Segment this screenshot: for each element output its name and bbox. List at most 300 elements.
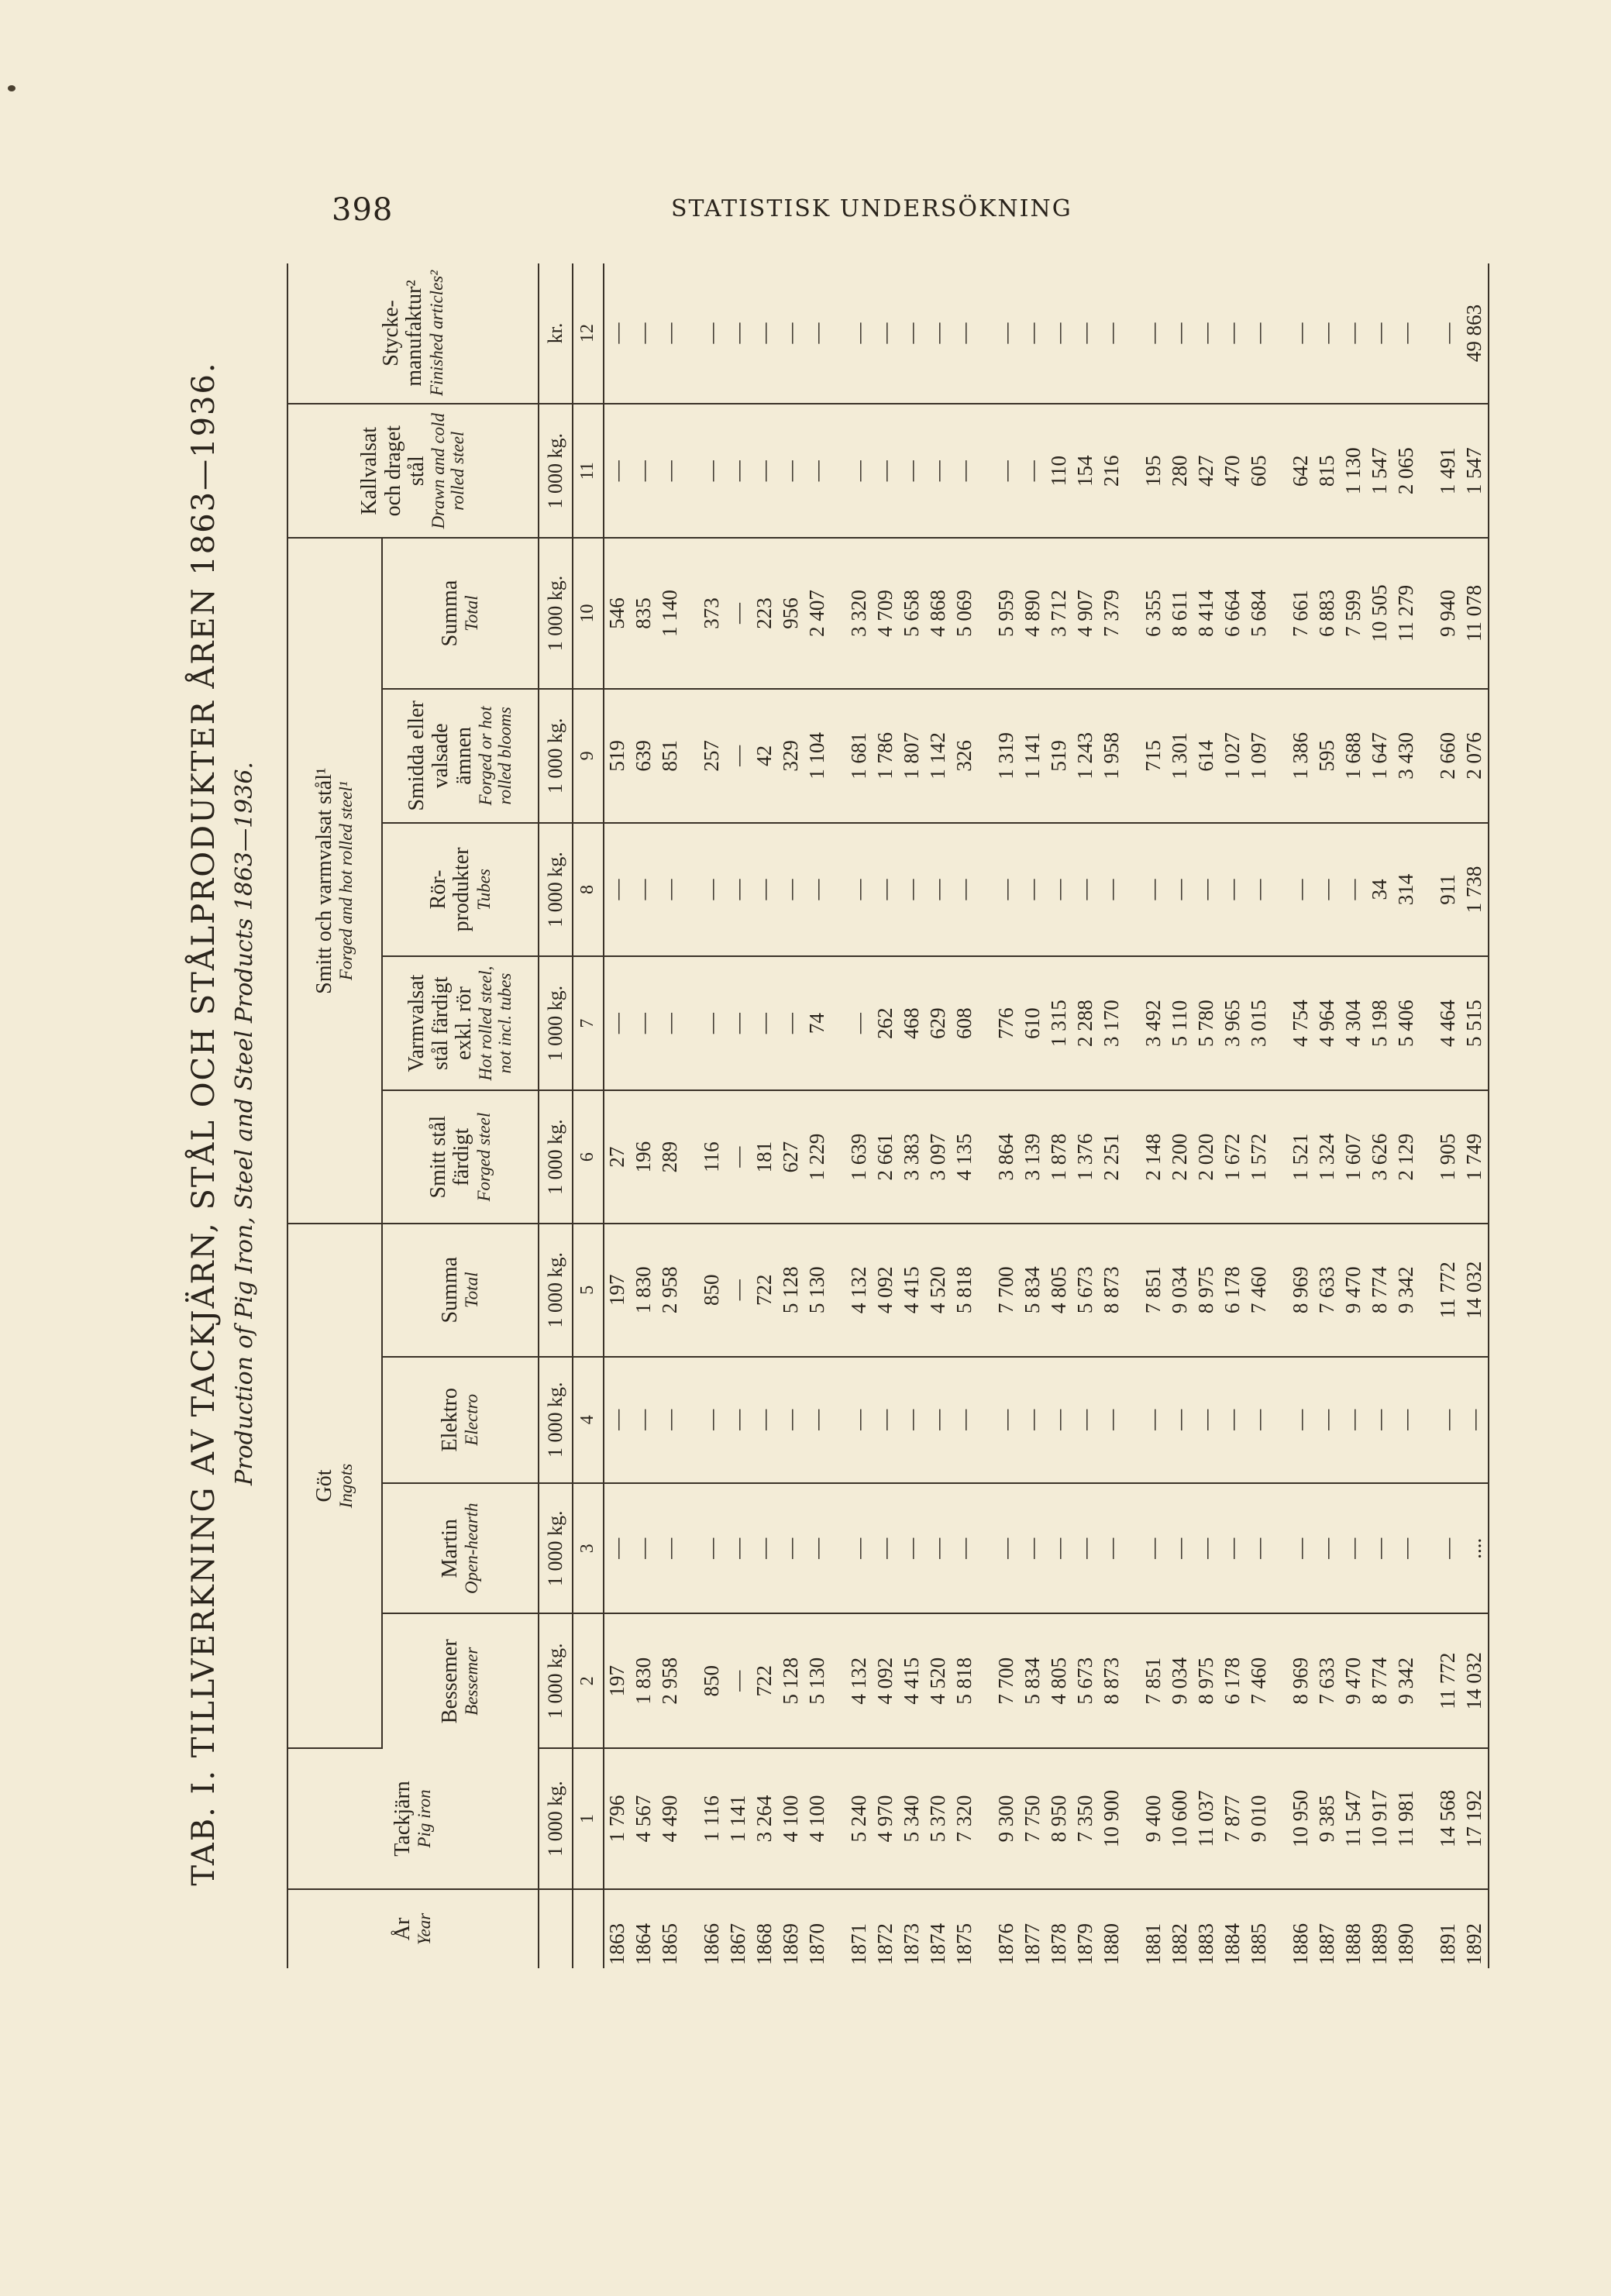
value-cell: 5 959: [978, 539, 1020, 689]
value-cell: 1 521: [1272, 1090, 1314, 1224]
value-cell: 1 491: [1420, 404, 1461, 539]
value-cell: 642: [1272, 404, 1314, 539]
value-cell: —: [925, 404, 952, 539]
column-number: [573, 1889, 604, 1968]
value-cell: —: [1099, 823, 1125, 956]
value-cell: 9 342: [1393, 1224, 1420, 1357]
column-number: 10: [573, 539, 604, 689]
value-cell: —: [1341, 823, 1367, 956]
value-cell: 5 673: [1072, 1613, 1099, 1748]
column-number: 11: [573, 404, 604, 539]
value-cell: —: [873, 404, 899, 539]
value-cell: 11 772: [1420, 1613, 1461, 1748]
value-cell: —: [1341, 1357, 1367, 1483]
value-cell: 2 661: [873, 1090, 899, 1224]
value-cell: 7 599: [1341, 539, 1367, 689]
value-cell: 627: [778, 1090, 804, 1224]
table-row: [1314, 263, 1341, 1968]
value-cell: 42: [752, 689, 778, 824]
table-row: [1072, 263, 1099, 1968]
table-row: [657, 263, 683, 1968]
value-cell: 5 834: [1020, 1224, 1046, 1357]
year-cell: 1887: [1315, 1923, 1339, 1965]
value-cell: 1 376: [1072, 1090, 1099, 1224]
value-cell: —: [1367, 263, 1393, 404]
year-cell: 1863: [605, 1923, 629, 1965]
value-cell: 9 300: [978, 1748, 1020, 1889]
value-cell: 5 818: [952, 1224, 978, 1357]
value-cell: 4 520: [925, 1613, 952, 1748]
value-cell: 7 350: [1072, 1748, 1099, 1889]
value-cell: —: [1314, 1357, 1341, 1483]
table-row: [1099, 263, 1125, 1968]
value-cell: 1 672: [1220, 1090, 1246, 1224]
value-cell: 7 700: [978, 1224, 1020, 1357]
value-cell: —: [1193, 1357, 1220, 1483]
value-cell: —: [604, 263, 631, 404]
header-ingots-total: Summa Total: [382, 1224, 539, 1357]
value-cell: 519: [1046, 689, 1072, 824]
value-cell: 3 626: [1367, 1090, 1393, 1224]
value-cell: 14 032: [1461, 1224, 1489, 1357]
value-cell: —: [1020, 1357, 1046, 1483]
value-cell: 8 969: [1272, 1224, 1314, 1357]
year-cell: 1867: [726, 1923, 750, 1965]
value-cell: 4 805: [1046, 1224, 1072, 1357]
value-cell: 1 141: [1020, 689, 1046, 824]
table-row: [1125, 263, 1167, 1968]
value-cell: 4 490: [657, 1748, 683, 1889]
value-cell: 11 279: [1393, 539, 1420, 689]
value-cell: 1 301: [1167, 689, 1193, 824]
value-cell: —: [1072, 1483, 1099, 1614]
value-cell: 6 664: [1220, 539, 1246, 689]
value-cell: 1 386: [1272, 689, 1314, 824]
value-cell: —: [1020, 404, 1046, 539]
table-row: [1020, 263, 1046, 1968]
unit-cell: 1 000 kg.: [539, 539, 573, 689]
unit-cell: [539, 1889, 573, 1968]
value-cell: 1 027: [1220, 689, 1246, 824]
value-cell: 7 460: [1246, 1613, 1272, 1748]
value-cell: 3 320: [831, 539, 873, 689]
value-cell: 10 900: [1099, 1748, 1125, 1889]
value-cell: 5 340: [899, 1748, 925, 1889]
value-cell: 5 069: [952, 539, 978, 689]
value-cell: —: [778, 1483, 804, 1614]
value-cell: 1 315: [1046, 956, 1072, 1091]
value-cell: —: [604, 404, 631, 539]
value-cell: 608: [952, 956, 978, 1091]
year-cell: 1883: [1194, 1923, 1218, 1965]
year-cell: 1872: [873, 1923, 897, 1965]
year-cell: 1880: [1100, 1923, 1124, 1965]
value-cell: —: [1341, 263, 1367, 404]
value-cell: —: [631, 1357, 657, 1483]
value-cell: 5 130: [804, 1613, 831, 1748]
value-cell: 3 712: [1046, 539, 1072, 689]
unit-cell: 1 000 kg.: [539, 1224, 573, 1357]
value-cell: 519: [604, 689, 631, 824]
value-cell: 7 851: [1125, 1224, 1167, 1357]
value-cell: —: [1167, 1357, 1193, 1483]
value-cell: 1 104: [804, 689, 831, 824]
value-cell: 639: [631, 689, 657, 824]
value-cell: —: [978, 263, 1020, 404]
value-cell: —: [683, 1357, 725, 1483]
value-cell: —: [952, 823, 978, 956]
value-cell: 7 460: [1246, 1224, 1272, 1357]
value-cell: —: [1314, 263, 1341, 404]
header-group-forged-hot-rolled: Smitt och varmvalsat stål¹ Forged and hot rolled steel¹: [287, 539, 382, 1224]
value-cell: —: [1167, 823, 1193, 956]
value-cell: 5 780: [1193, 956, 1220, 1091]
header-bessemer: Bessemer Bessemer: [382, 1613, 539, 1748]
value-cell: 4 304: [1341, 956, 1367, 1091]
value-cell: 14 568: [1420, 1748, 1461, 1889]
value-cell: 7 851: [1125, 1613, 1167, 1748]
value-cell: 629: [925, 956, 952, 1091]
value-cell: —: [1393, 1357, 1420, 1483]
value-cell: ....: [1461, 1483, 1489, 1614]
value-cell: —: [778, 823, 804, 956]
value-cell: 5 684: [1246, 539, 1272, 689]
header-group-ingots: Göt Ingots: [287, 1224, 382, 1748]
value-cell: —: [1246, 263, 1272, 404]
value-cell: 3 139: [1020, 1090, 1046, 1224]
unit-cell: 1 000 kg.: [539, 1090, 573, 1224]
value-cell: 10 917: [1367, 1748, 1393, 1889]
column-number: 4: [573, 1357, 604, 1483]
value-cell: 9 940: [1420, 539, 1461, 689]
table-row: [873, 263, 899, 1968]
value-cell: 1 097: [1246, 689, 1272, 824]
value-cell: 1 324: [1314, 1090, 1341, 1224]
value-cell: —: [873, 1483, 899, 1614]
value-cell: 4 415: [899, 1224, 925, 1357]
header-pig-iron: Tackjärn Pig iron: [287, 1748, 539, 1889]
value-cell: 3 264: [752, 1748, 778, 1889]
value-cell: —: [725, 263, 752, 404]
value-cell: 4 890: [1020, 539, 1046, 689]
rotated-table-block: [186, 263, 1486, 1984]
table-subtitle: Production of Pig Iron, Steel and Steel Products 1863—1936.: [231, 762, 258, 1485]
value-cell: 5 130: [804, 1224, 831, 1357]
value-cell: 4 970: [873, 1748, 899, 1889]
table-row: [1193, 263, 1220, 1968]
value-cell: 280: [1167, 404, 1193, 539]
year-cell: 1886: [1289, 1923, 1313, 1965]
value-cell: 1 878: [1046, 1090, 1072, 1224]
year-cell: 1874: [926, 1923, 950, 1965]
value-cell: 1 749: [1461, 1090, 1489, 1224]
value-cell: 216: [1099, 404, 1125, 539]
value-cell: 8 414: [1193, 539, 1220, 689]
year-cell: 1882: [1168, 1923, 1192, 1965]
value-cell: —: [1099, 1483, 1125, 1614]
value-cell: 1 547: [1461, 404, 1489, 539]
value-cell: 27: [604, 1090, 631, 1224]
table-body: [604, 263, 1489, 1968]
table-row: [604, 263, 631, 1968]
value-cell: 1 607: [1341, 1090, 1367, 1224]
value-cell: 4 100: [778, 1748, 804, 1889]
value-cell: 9 342: [1393, 1613, 1420, 1748]
value-cell: —: [1125, 823, 1167, 956]
unit-cell: 1 000 kg.: [539, 1357, 573, 1483]
value-cell: 8 774: [1367, 1224, 1393, 1357]
value-cell: 715: [1125, 689, 1167, 824]
value-cell: 2 065: [1393, 404, 1420, 539]
value-cell: 4 132: [831, 1613, 873, 1748]
value-cell: —: [1125, 263, 1167, 404]
value-cell: —: [1046, 1357, 1072, 1483]
value-cell: —: [978, 1357, 1020, 1483]
value-cell: 1 319: [978, 689, 1020, 824]
value-cell: 1 141: [725, 1748, 752, 1889]
value-cell: —: [899, 1357, 925, 1483]
column-number: 1: [573, 1748, 604, 1889]
value-cell: —: [831, 1483, 873, 1614]
value-cell: 546: [604, 539, 631, 689]
value-cell: —: [683, 404, 725, 539]
value-cell: —: [1125, 1483, 1167, 1614]
year-cell: 1875: [952, 1923, 976, 1965]
table-row: [1220, 263, 1246, 1968]
value-cell: 3 383: [899, 1090, 925, 1224]
value-cell: —: [778, 263, 804, 404]
value-cell: —: [1046, 823, 1072, 956]
table-title: TAB. I. TILLVERKNING AV TACKJÄRN, STÅL OCH STÅLPRODUKTER ÅREN 1863—1936.: [186, 361, 222, 1886]
value-cell: —: [752, 404, 778, 539]
value-cell: —: [952, 1483, 978, 1614]
value-cell: 5 673: [1072, 1224, 1099, 1357]
value-cell: 1 116: [683, 1748, 725, 1889]
value-cell: 595: [1314, 689, 1341, 824]
value-cell: —: [1193, 1483, 1220, 1614]
value-cell: 8 950: [1046, 1748, 1072, 1889]
column-numbers-row: [573, 263, 604, 1968]
value-cell: 2 148: [1125, 1090, 1167, 1224]
value-cell: —: [1020, 823, 1046, 956]
value-cell: 373: [683, 539, 725, 689]
value-cell: —: [899, 404, 925, 539]
value-cell: 1 688: [1341, 689, 1367, 824]
unit-cell: 1 000 kg.: [539, 1613, 573, 1748]
value-cell: 4 092: [873, 1613, 899, 1748]
value-cell: —: [752, 956, 778, 1091]
value-cell: —: [1246, 1357, 1272, 1483]
value-cell: —: [725, 1613, 752, 1748]
year-cell: 1866: [700, 1923, 724, 1965]
value-cell: 4 092: [873, 1224, 899, 1357]
table-row: [1461, 263, 1489, 1968]
value-cell: 722: [752, 1224, 778, 1357]
value-cell: 1 142: [925, 689, 952, 824]
value-cell: 10 600: [1167, 1748, 1193, 1889]
value-cell: —: [1461, 1357, 1489, 1483]
value-cell: 8 873: [1099, 1613, 1125, 1748]
unit-cell: 1 000 kg.: [539, 956, 573, 1091]
header-cold-rolled: Kallvalsat och draget stål Drawn and cold rolled steel: [287, 404, 539, 539]
value-cell: —: [631, 956, 657, 1091]
value-cell: 776: [978, 956, 1020, 1091]
year-cell: 1876: [994, 1923, 1018, 1965]
unit-cell: 1 000 kg.: [539, 823, 573, 956]
table-row: [752, 263, 778, 1968]
header-open-hearth: Martin Open-hearth: [382, 1483, 539, 1614]
value-cell: —: [1046, 1483, 1072, 1614]
value-cell: 196: [631, 1090, 657, 1224]
table-row: [1367, 263, 1393, 1968]
value-cell: 1 647: [1367, 689, 1393, 824]
value-cell: 1 547: [1367, 404, 1393, 539]
value-cell: 223: [752, 539, 778, 689]
table-row: [952, 263, 978, 1968]
production-table: [287, 263, 1489, 1968]
value-cell: —: [1420, 263, 1461, 404]
value-cell: —: [1220, 823, 1246, 956]
table-row: [978, 263, 1020, 1968]
value-cell: —: [1020, 263, 1046, 404]
value-cell: 49 863: [1461, 263, 1489, 404]
table-row: [778, 263, 804, 1968]
value-cell: 4 135: [952, 1090, 978, 1224]
value-cell: —: [1220, 1483, 1246, 1614]
value-cell: 911: [1420, 823, 1461, 956]
value-cell: 4 709: [873, 539, 899, 689]
value-cell: 326: [952, 689, 978, 824]
value-cell: 3 965: [1220, 956, 1246, 1091]
value-cell: —: [752, 263, 778, 404]
column-number: 12: [573, 263, 604, 404]
value-cell: —: [657, 823, 683, 956]
value-cell: —: [1341, 1483, 1367, 1614]
value-cell: 850: [683, 1613, 725, 1748]
value-cell: —: [831, 263, 873, 404]
value-cell: —: [604, 1483, 631, 1614]
value-cell: —: [778, 956, 804, 1091]
value-cell: 5 128: [778, 1613, 804, 1748]
value-cell: —: [831, 823, 873, 956]
value-cell: 3 170: [1099, 956, 1125, 1091]
value-cell: 4 868: [925, 539, 952, 689]
value-cell: —: [683, 1483, 725, 1614]
value-cell: 74: [804, 956, 831, 1091]
value-cell: 3 097: [925, 1090, 952, 1224]
value-cell: —: [1420, 1483, 1461, 1614]
year-cell: 1879: [1073, 1923, 1097, 1965]
value-cell: 2 200: [1167, 1090, 1193, 1224]
value-cell: 34: [1367, 823, 1393, 956]
value-cell: 1 830: [631, 1613, 657, 1748]
value-cell: 5 128: [778, 1224, 804, 1357]
value-cell: 154: [1072, 404, 1099, 539]
table-row: [1167, 263, 1193, 1968]
header-forged-total: Summa Total: [382, 539, 539, 689]
value-cell: —: [978, 1483, 1020, 1614]
value-cell: 1 229: [804, 1090, 831, 1224]
value-cell: —: [804, 263, 831, 404]
value-cell: 14 032: [1461, 1613, 1489, 1748]
value-cell: 851: [657, 689, 683, 824]
value-cell: 4 415: [899, 1613, 925, 1748]
value-cell: —: [899, 823, 925, 956]
value-cell: 1 830: [631, 1224, 657, 1357]
value-cell: —: [604, 956, 631, 1091]
value-cell: —: [804, 1357, 831, 1483]
value-cell: —: [1420, 1357, 1461, 1483]
value-cell: 7 633: [1314, 1224, 1341, 1357]
value-cell: 605: [1246, 404, 1272, 539]
value-cell: 4 907: [1072, 539, 1099, 689]
value-cell: 6 883: [1314, 539, 1341, 689]
value-cell: 8 969: [1272, 1613, 1314, 1748]
value-cell: —: [1193, 263, 1220, 404]
value-cell: —: [657, 1357, 683, 1483]
value-cell: —: [657, 1483, 683, 1614]
value-cell: —: [725, 823, 752, 956]
value-cell: 2 407: [804, 539, 831, 689]
value-cell: 3 864: [978, 1090, 1020, 1224]
value-cell: —: [778, 1357, 804, 1483]
value-cell: 9 010: [1246, 1748, 1272, 1889]
value-cell: 835: [631, 539, 657, 689]
value-cell: 722: [752, 1613, 778, 1748]
header-blooms: Smidda eller valsade ämnen Forged or hot rolled blooms: [382, 689, 539, 824]
value-cell: —: [1367, 1483, 1393, 1614]
value-cell: 9 034: [1167, 1613, 1193, 1748]
table-row: [899, 263, 925, 1968]
value-cell: 2 660: [1420, 689, 1461, 824]
table-row: [1246, 263, 1272, 1968]
value-cell: 1 130: [1341, 404, 1367, 539]
column-number: 7: [573, 956, 604, 1091]
value-cell: —: [683, 823, 725, 956]
value-cell: —: [725, 1224, 752, 1357]
value-cell: —: [725, 1090, 752, 1224]
value-cell: 11 037: [1193, 1748, 1220, 1889]
value-cell: 1 807: [899, 689, 925, 824]
year-cell: 1889: [1368, 1923, 1392, 1965]
value-cell: —: [952, 404, 978, 539]
units-row: [539, 263, 573, 1968]
value-cell: —: [1167, 1483, 1193, 1614]
value-cell: —: [725, 956, 752, 1091]
value-cell: 4 754: [1272, 956, 1314, 1091]
value-cell: 1 786: [873, 689, 899, 824]
table-row: [631, 263, 657, 1968]
value-cell: 5 240: [831, 1748, 873, 1889]
value-cell: 3 015: [1246, 956, 1272, 1091]
value-cell: 5 515: [1461, 956, 1489, 1091]
header-hot-rolled: Varmvalsat stål färdigt exkl. rör Hot rolled steel, not incl. tubes: [382, 956, 539, 1091]
value-cell: —: [899, 263, 925, 404]
value-cell: —: [1167, 263, 1193, 404]
value-cell: —: [604, 1357, 631, 1483]
value-cell: 5 110: [1167, 956, 1193, 1091]
year-cell: 1865: [658, 1923, 682, 1965]
value-cell: 7 750: [1020, 1748, 1046, 1889]
value-cell: 427: [1193, 404, 1220, 539]
value-cell: 1 958: [1099, 689, 1125, 824]
table-row: [1272, 263, 1314, 1968]
value-cell: —: [804, 823, 831, 956]
value-cell: —: [604, 823, 631, 956]
year-cell: 1869: [779, 1923, 803, 1965]
value-cell: 11 547: [1341, 1748, 1367, 1889]
table-row: [725, 263, 752, 1968]
